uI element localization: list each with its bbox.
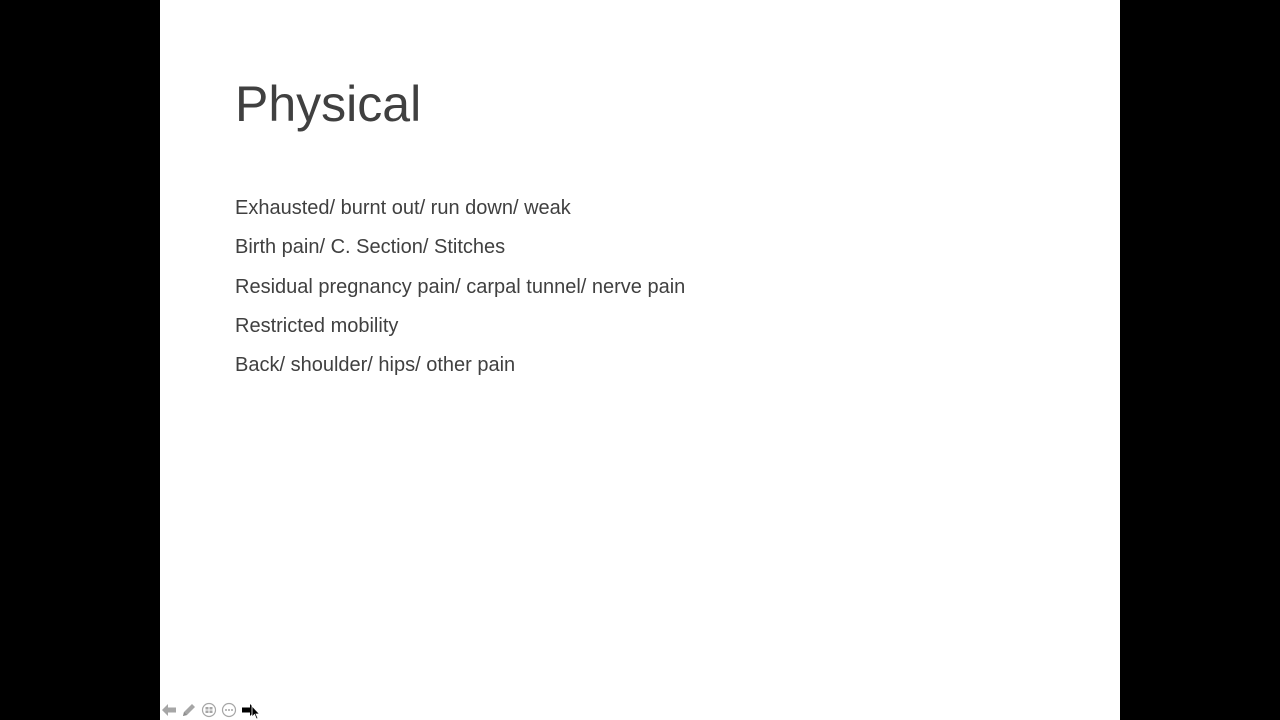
slides-grid-icon: [201, 702, 217, 718]
bullet-item: Restricted mobility: [235, 314, 399, 337]
arrow-left-icon: [161, 703, 177, 717]
previous-slide-button[interactable]: [161, 701, 177, 719]
more-options-button[interactable]: [221, 701, 237, 719]
bullet-item: Birth pain/ C. Section/ Stitches: [235, 236, 506, 259]
slide-title: Physical: [235, 76, 422, 132]
pen-icon: [181, 702, 197, 718]
slideshow-toolbar: [161, 700, 257, 720]
bullet-list: [235, 194, 685, 390]
bullet-item: Back/ shoulder/ hips/ other pain: [235, 354, 516, 377]
bullet-item: Exhausted/ burnt out/ run down/ weak: [235, 197, 571, 219]
slide[interactable]: [160, 0, 1120, 720]
pen-tool-button[interactable]: [181, 701, 197, 719]
see-all-slides-button[interactable]: [201, 701, 217, 719]
mouse-cursor-icon: [251, 705, 261, 720]
bullet-item: Residual pregnancy pain/ carpal tunnel/ nerve pain: [235, 275, 686, 298]
more-options-icon: [221, 702, 237, 718]
